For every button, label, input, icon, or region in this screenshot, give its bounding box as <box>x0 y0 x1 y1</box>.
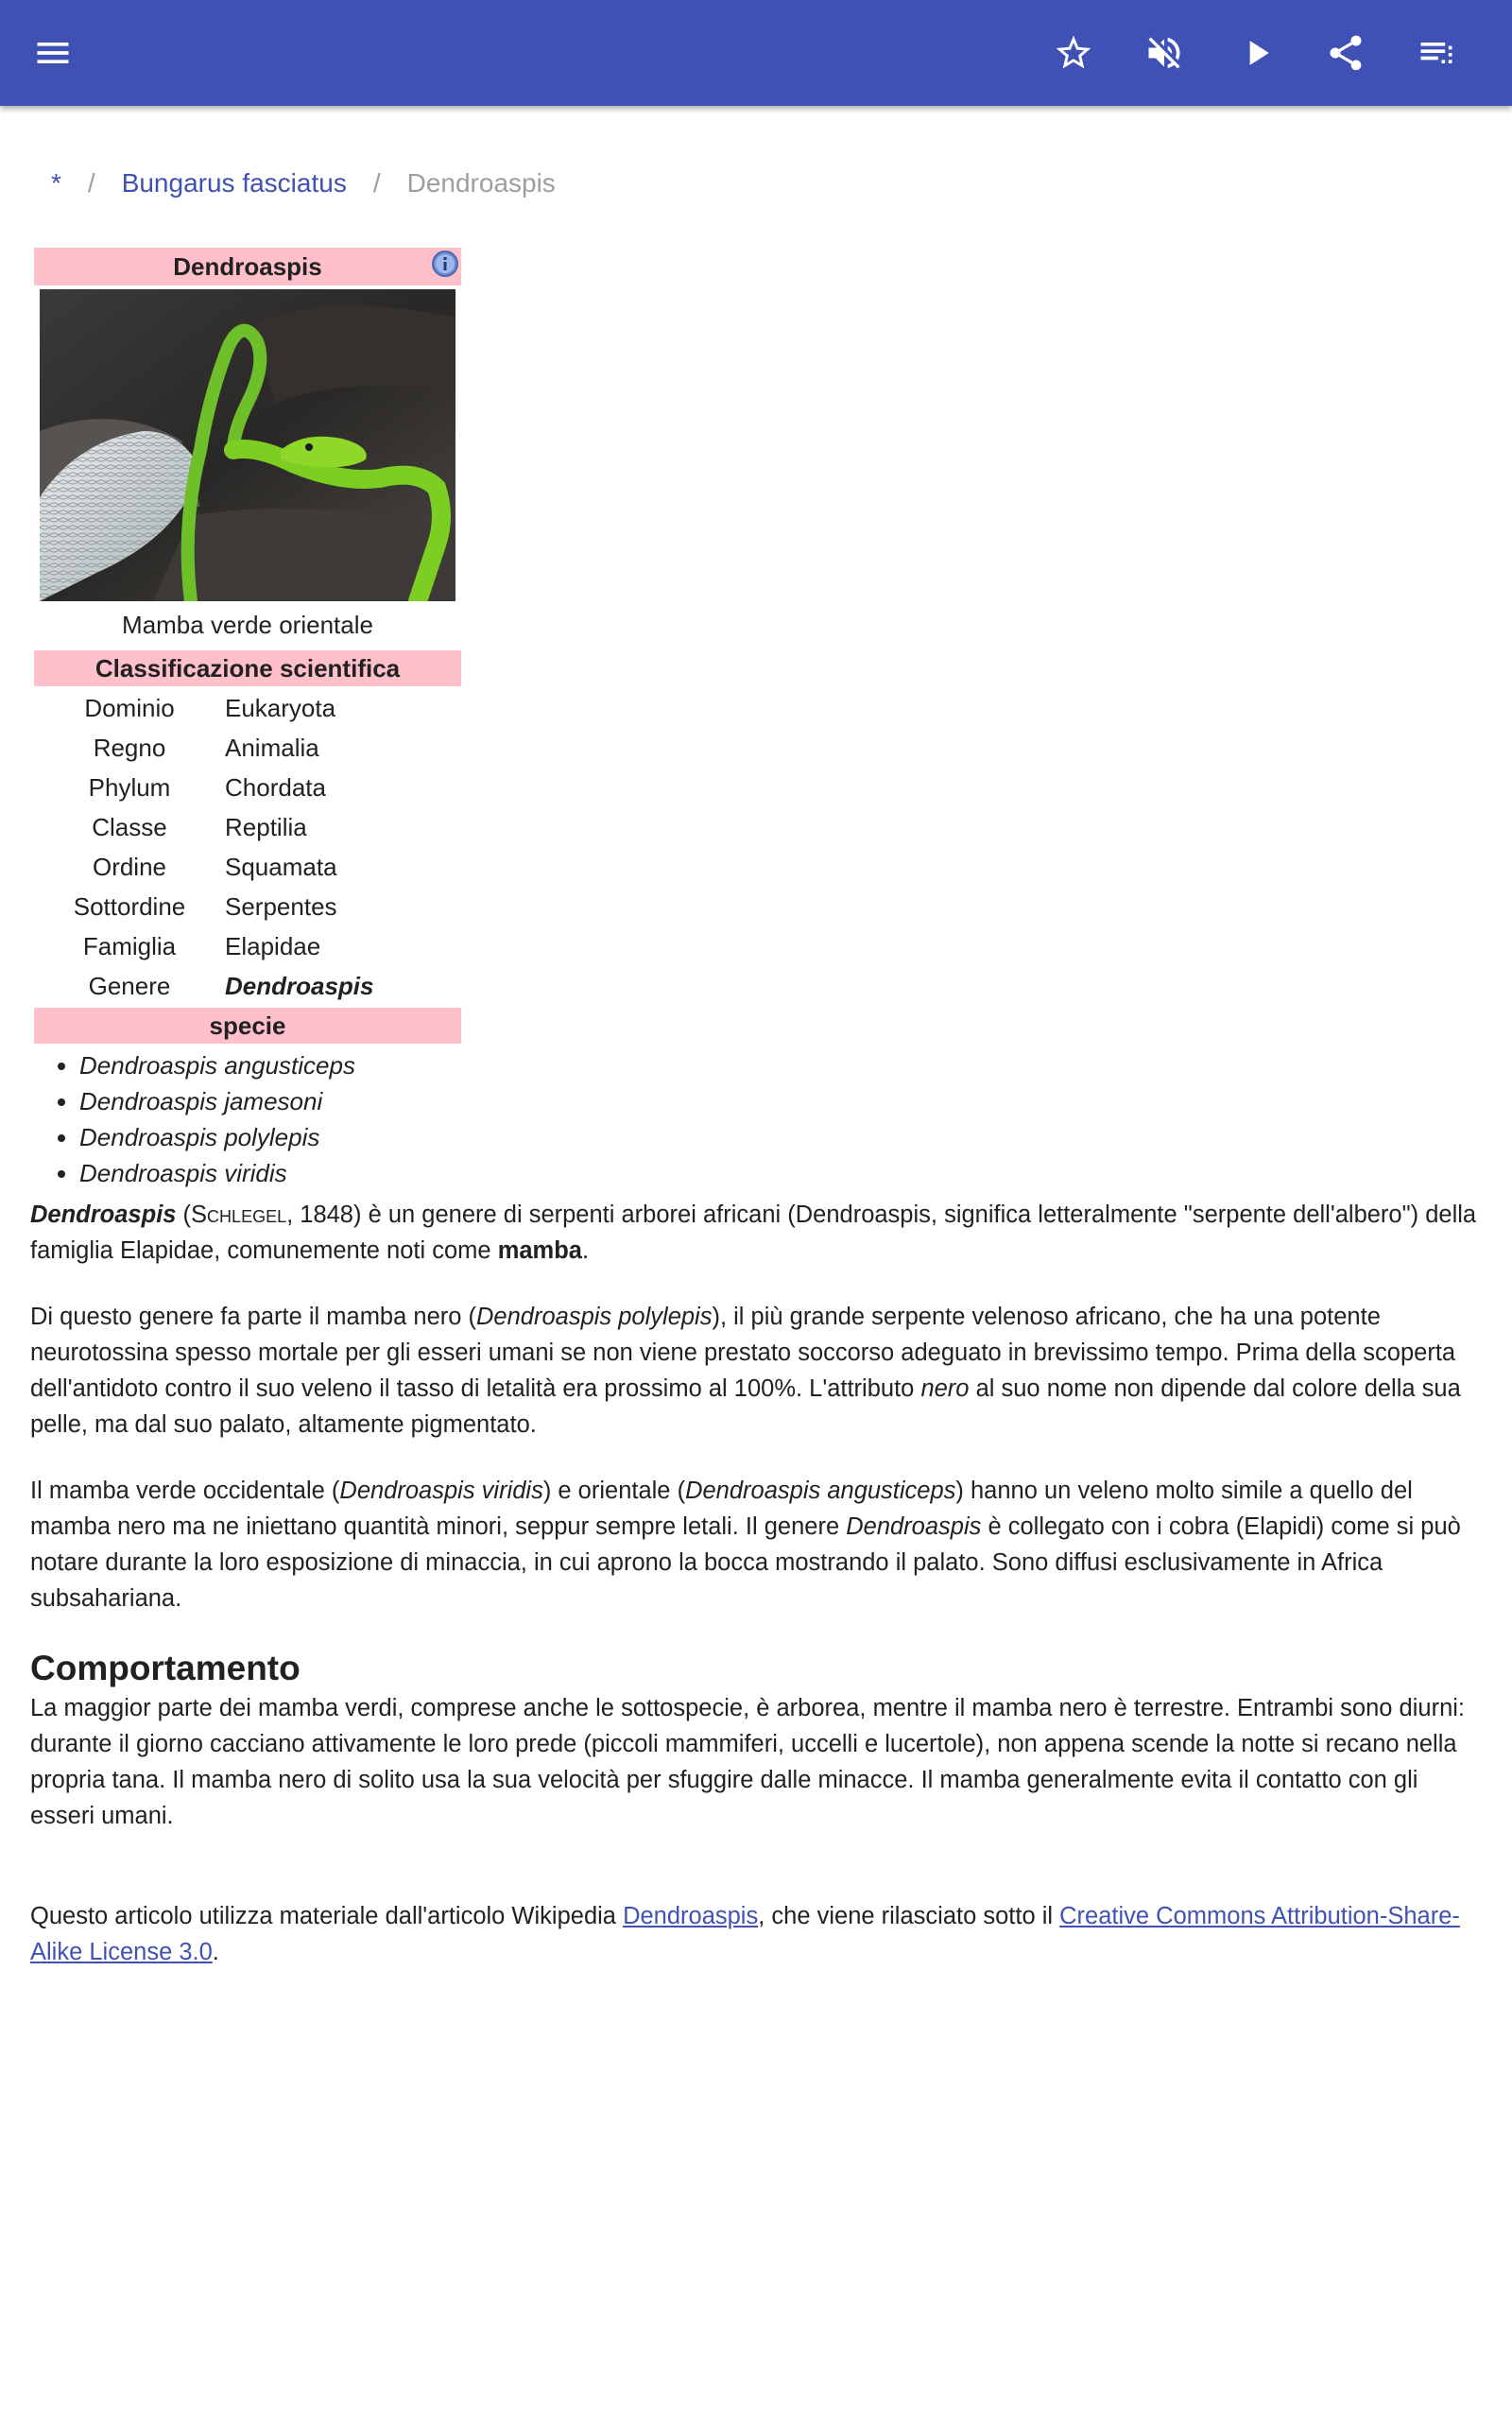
license-note <box>30 1898 1486 1970</box>
rank-label: Ordine <box>92 852 167 881</box>
taxobox <box>34 248 461 1191</box>
text: ) e orientale ( <box>542 1478 686 1504</box>
rank-value: Squamata <box>225 852 337 881</box>
species-header: specie <box>34 1008 461 1044</box>
green-mamba-photo <box>40 289 455 601</box>
rank-value: Elapidae <box>225 931 321 960</box>
rank-label: Dominio <box>84 693 175 722</box>
text: è collegato con i cobra (Elapidi) come si può notare durante la loro esposizione di minaccia, in cui aprono la bocca mostrando il palato. Sono diffusi esclusivamente in Africa subsahariana. <box>30 1513 1461 1612</box>
mamba-term: mamba <box>497 1237 582 1264</box>
text: Questo articolo utilizza materiale dall'articolo Wikipedia <box>30 1903 624 1929</box>
rank-label: Famiglia <box>82 931 177 960</box>
text: ) hanno un veleno molto simile a quello del mamba nero ma ne iniettano quantità minori, seppur sempre letali. Il genere <box>30 1478 1413 1540</box>
classification-row <box>34 728 461 768</box>
rank-value: Chordata <box>225 772 326 802</box>
article-body <box>30 1197 1486 2000</box>
volume-off-icon <box>1143 32 1185 74</box>
share-button[interactable] <box>1319 26 1372 79</box>
genus-name: Dendroaspis <box>846 1513 982 1540</box>
text: ), il più grande serpente velenoso africano, che ha una potente neurotossina spesso mortale per gli esseri umani se non viene prestato soccorso adeguato in brevissimo tempo. Prima della scoperta dell'antidoto contro il suo veleno il tasso di letalità era prossimo al 100%. L'attributo <box>30 1304 1456 1402</box>
breadcrumb-root-link[interactable]: * <box>51 168 61 198</box>
playlist-icon <box>1416 32 1457 74</box>
classification-row <box>34 887 461 926</box>
star-outline-icon <box>1053 32 1094 74</box>
rank-label: Sottordine <box>73 891 186 921</box>
rank-label: Phylum <box>88 772 171 802</box>
classification-row <box>34 768 461 807</box>
text: al suo nome non dipende dal colore della sua pelle, ma dal suo palato, altamente pigmentato. <box>30 1375 1461 1438</box>
license-link[interactable]: Creative Commons Attribution-Share-Alike License 3.0 <box>30 1903 1460 1965</box>
species-item: • Dendroaspis angusticeps <box>79 1047 461 1083</box>
breadcrumb-separator: / <box>372 168 381 198</box>
rank-value: Animalia <box>225 733 319 762</box>
playlist-button[interactable] <box>1410 26 1463 79</box>
text: , 1848) è un genere di serpenti arborei africani (Dendroaspis, significa letteralmente "serpente dell'albero") della famiglia Elapidae, comunemente noti come <box>30 1201 1477 1264</box>
classification-row <box>34 807 461 847</box>
image-caption: Mamba verde orientale <box>122 611 373 639</box>
text: . <box>212 1939 219 1965</box>
rank-value: Serpentes <box>225 891 337 921</box>
breadcrumb-separator: / <box>87 168 95 198</box>
rank-value: Dendroaspis <box>225 971 374 1000</box>
play-icon <box>1236 32 1278 74</box>
share-icon <box>1325 32 1366 74</box>
rank-label: Regno <box>93 733 166 762</box>
author-name: Schlegel <box>191 1201 287 1228</box>
mute-button[interactable] <box>1138 26 1191 79</box>
text: ( <box>176 1201 192 1228</box>
text: . <box>581 1237 590 1264</box>
breadcrumb-parent-link[interactable]: Bungarus fasciatus <box>121 168 347 198</box>
paragraph: La maggior parte dei mamba verdi, comprese anche le sottospecie, è arborea, mentre il mamba nero è terrestre. Entrambi sono diurni: durante il giorno cacciano attivamente le loro prede (piccoli mammiferi, uccelli e lucertole), non appena scende la notte si recano nella propria tana. Il mamba nero di solito usa la sua velocità per sfuggire dalle minacce. Il mamba generalmente evita il contatto con gli esseri umani. <box>30 1695 1465 1829</box>
rank-value: Reptilia <box>225 812 307 841</box>
taxobox-title <box>34 248 461 285</box>
breadcrumb-current: Dendroaspis <box>406 168 556 198</box>
classification-row <box>34 926 461 966</box>
text: , che viene rilasciato sotto il <box>758 1903 1060 1929</box>
play-button[interactable] <box>1230 26 1283 79</box>
info-icon[interactable] <box>431 250 459 278</box>
species-name: Dendroaspis angusticeps <box>685 1478 956 1504</box>
classification-row <box>34 688 461 728</box>
species-item: • Dendroaspis viridis <box>79 1155 461 1191</box>
classification-row <box>34 847 461 887</box>
taxobox-title-text: Dendroaspis <box>173 251 322 281</box>
emphasis: nero <box>920 1375 970 1402</box>
text: Di questo genere fa parte il mamba nero ( <box>30 1304 476 1330</box>
wikipedia-article-link[interactable]: Dendroaspis <box>623 1903 759 1929</box>
text: Il mamba verde occidentale ( <box>30 1478 340 1504</box>
favorite-button[interactable] <box>1047 26 1100 79</box>
species-item: • Dendroaspis jamesoni <box>79 1083 461 1119</box>
paragraph <box>30 1473 1486 1616</box>
classification-row <box>34 966 461 1006</box>
species-item: • Dendroaspis polylepis <box>79 1119 461 1155</box>
species-list <box>34 1047 461 1191</box>
paragraph <box>30 1299 1486 1443</box>
rank-label: Classe <box>92 812 167 841</box>
app-bar <box>0 0 1512 106</box>
rank-value: Eukaryota <box>225 693 336 722</box>
menu-icon <box>32 32 74 74</box>
section-heading: Comportamento <box>30 1649 301 1687</box>
intro-paragraph <box>30 1197 1486 1269</box>
classification-header: Classificazione scientifica <box>34 650 461 686</box>
rank-label: Genere <box>88 971 171 1000</box>
species-name: Dendroaspis viridis <box>339 1478 543 1504</box>
species-name: Dendroaspis polylepis <box>476 1304 713 1330</box>
breadcrumb <box>51 168 556 199</box>
genus-name: Dendroaspis <box>30 1201 177 1228</box>
menu-button[interactable] <box>26 26 79 79</box>
classification-table <box>34 688 461 1006</box>
